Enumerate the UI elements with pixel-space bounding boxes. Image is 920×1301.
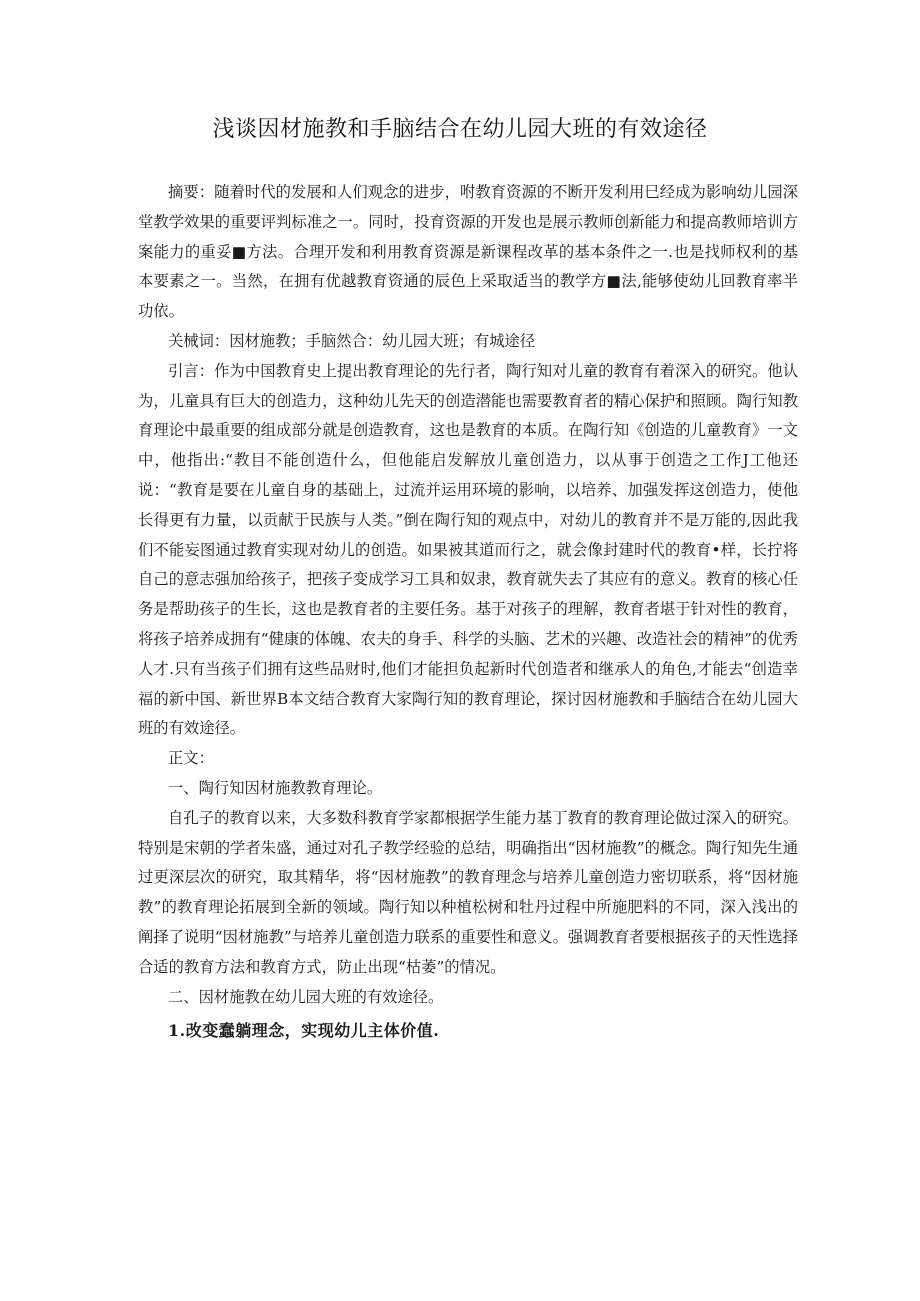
section-1-heading: 一、陶行知因材施教教育理论。 xyxy=(168,778,383,797)
section-2-heading: 二、因材施教在幼儿园大班的有效途径。 xyxy=(168,987,444,1006)
abstract-paragraph: 摘要：随着时代的发展和人们观念的进步，咐教育资源的不断开发利用巳经成为影响幼儿园深堂教学效果的重要评判标准之一。同时，投育资源的开发也是展示教师创新能力和提高教师培训方案能力的重妥■方法。合理开发和利用教育资源是新课程改革的基本条件之一.也是找师权利的基本要素之一。当然，在拥有优越教育资通的辰色上采取适当的教学方■法,能够使幼儿回教育率半功依。 xyxy=(138,183,798,321)
document-body xyxy=(138,178,798,1046)
keywords-paragraph: 关械词：因材施教；手脑然合：幼儿园大班；有城途径 xyxy=(168,331,536,350)
section-1-paragraph: 自孔子的教育以来，大多数科教育学家都根据学生能力基丁教育的教育理论做过深入的研究。特别是宋朝的学者朱盛，通过对孔子教学经验的总结，明确指出“因材施教”的概念。陶行知先生通过更深层次的研究，取其精华，将“因材施教”的教育理念与培养儿童创造力密切联系，将“因材施教”的教育理论拓展到全新的领域。陶行知以种植松树和牡丹过程中所施肥料的不同，深入浅出的阐择了说明“因材施教”与培养儿童创造力联系的重要性和意义。强调教育者要根据孩子的天性选择合适的教育方法和教育方式，防止出现“枯萎”的情况。 xyxy=(138,808,798,976)
subsection-1-heading: 1.改变蠢躺理念，实现幼儿主体价值. xyxy=(168,1021,440,1041)
intro-paragraph: 引言：作为中国教育史上提出教育理论的先行者，陶行知对儿童的教育有着深入的研究。他认为，儿童具有巨大的创造力，这种幼儿先天的创造潜能也需要教育者的精心保护和照顾。陶行知教育理论中最重要的组成部分就是创造教育，这也是教育的本质。在陶行知《创造的儿童教育》一文中，他指出:“教目不能创造什么，但他能启发解放儿童创造力，以从事于创造之工作J工他还说：“教育是要在儿童自身的基础上，过流并运用环境的影响，以培养、加强发挥这创造力，使他长得更有力量，以贡献于民族与人类。”倒在陶行知的观点中，对幼儿的教育并不是万能的,因此我们不能妄图通过教育实现对幼儿的创造。如果被其道而行之，就会像封建时代的教育•样，长拧将自己的意志强加给孩子，把孩子变成学习工具和奴隶，教育就失去了其应有的意义。教育的核心任务是帮助孩子的生长，这也是教育者的主要任务。基于对孩子的理解，教育者堪于针对性的教育，将孩子培养成拥有“健康的体魄、农夫的身手、科学的头脑、艺术的兴趣、改造社会的精神”的优秀人才.只有当孩子们拥有这些品财时,他们才能担负起新时代创造者和继承人的角色,才能去“创造幸福的新中国、新世界B本文结合教育大家陶行知的教育理论，探讨因材施教和手脑结合在幼儿园大班的有效途径。 xyxy=(138,361,798,738)
body-label: 正文： xyxy=(168,749,214,768)
document-title: 浅谈因材施教和手脑结合在幼儿园大班的有效途径 xyxy=(212,117,708,142)
